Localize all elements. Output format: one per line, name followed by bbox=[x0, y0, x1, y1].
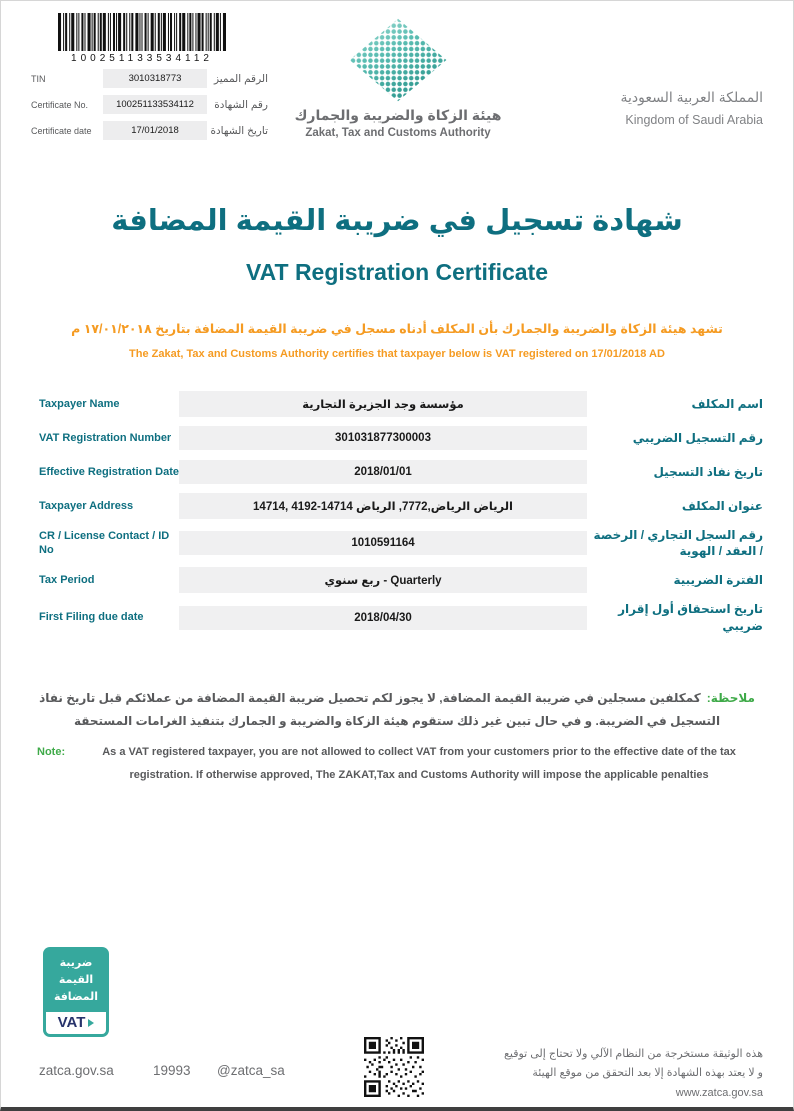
note-text-en: As a VAT registered taxpayer, you are not allowed to collect VAT from your customers prior to the effective date of the tax registration. If otherwise approved, The ZAKAT,Tax and Customs Authority will impose the applicable penalties bbox=[102, 746, 736, 782]
certificate-data-table bbox=[31, 391, 763, 642]
row-label-en: CR / License Contact / ID No bbox=[39, 529, 170, 557]
row-label-ar: الفترة الضريبية bbox=[673, 573, 763, 588]
row-value: 2018/01/01 bbox=[179, 460, 587, 484]
certificate-title-en: VAT Registration Certificate bbox=[245, 259, 549, 285]
row-value: مؤسسة وجد الجزيرة التجارية bbox=[179, 391, 587, 417]
footer-phone: 19993 bbox=[153, 1063, 191, 1078]
certification-statement-en: The Zakat, Tax and Customs Authority certifies that taxpayer below is VAT registered on 17/01/2018 AD bbox=[129, 348, 665, 360]
certificate-no-label-ar: رقم الشهادة bbox=[214, 98, 268, 111]
vat-logo bbox=[43, 947, 109, 1037]
certification-statement-ar: تشهد هيئة الزكاة والضريبة والجمارك بأن المكلف أدناه مسجل في ضريبة القيمة المضافة بتاريخ ١٧/٠١/٢٠١٨ م bbox=[71, 322, 723, 336]
row-label-en: Taxpayer Name bbox=[39, 397, 120, 410]
authority-name-en: Zakat, Tax and Customs Authority bbox=[305, 127, 491, 139]
disclaimer-line1: هذه الوثيقة مستخرجة من النظام الآلي ولا تحتاج إلى توقيع bbox=[504, 1048, 763, 1060]
certificate-no-label-en: Certificate No. bbox=[31, 99, 89, 110]
zatca-logo-icon bbox=[342, 17, 454, 103]
table-row-effective-date bbox=[31, 459, 763, 485]
row-label-en: First Filing due date bbox=[39, 611, 144, 624]
note-text-ar: كمكلفين مسجلين في ضريبة القيمة المضافة, لا يجوز لكم تحصيل ضريبة القيمة المضافة من عملائكم قبل تاريخ نفاذ التسجيل في الضريبة. و في حال تبين غير ذلك ستقوم هيئة الزكاة والضريبة و الجمارك بتنفيذ الغرامات المستحقة bbox=[39, 691, 721, 729]
kingdom-header bbox=[533, 89, 763, 127]
header-fields bbox=[31, 69, 268, 147]
qr-code bbox=[364, 1037, 424, 1097]
table-row-tax-period bbox=[31, 567, 763, 593]
row-label-en: Effective Registration Date bbox=[39, 465, 179, 478]
row-label-ar: عنوان المكلف bbox=[681, 498, 763, 513]
zatca-diamond-icon bbox=[342, 17, 454, 103]
note-label-ar: ملاحظة: bbox=[706, 691, 755, 705]
certificate-no-value: 100251133534112 bbox=[103, 95, 207, 114]
row-label-ar: رقم السجل التجاري / الرخصة / العقد / الهوية bbox=[593, 528, 763, 559]
footer-disclaimer bbox=[463, 1045, 763, 1103]
kingdom-name-ar: المملكة العربية السعودية bbox=[620, 89, 763, 105]
tin-label-en: TIN bbox=[31, 73, 46, 84]
row-label-ar: رقم التسجيل الضريبي bbox=[632, 430, 763, 445]
vat-logo-ar-line2: القيمة bbox=[58, 974, 94, 987]
row-label-ar: اسم المكلف bbox=[691, 396, 763, 411]
vat-logo-latin bbox=[43, 1012, 109, 1037]
tin-label-ar: الرقم المميز bbox=[213, 72, 268, 85]
qr-code-icon bbox=[364, 1037, 424, 1097]
authority-name-ar: هيئة الزكاة والضريبة والجمارك bbox=[294, 107, 502, 123]
note-arabic bbox=[37, 687, 757, 734]
note-label-en: Note: bbox=[37, 746, 66, 758]
vat-logo-arabic bbox=[43, 947, 109, 1012]
field-tin bbox=[31, 69, 268, 88]
certificate-title-ar: شهادة تسجيل في ضريبة القيمة المضافة bbox=[111, 205, 683, 237]
row-value: 2018/04/30 bbox=[179, 606, 587, 630]
row-value: 301031877300003 bbox=[179, 426, 587, 450]
certificate-date-label-en: Certificate date bbox=[31, 125, 92, 136]
table-row-taxpayer-name bbox=[31, 391, 763, 417]
table-row-vat-number bbox=[31, 425, 763, 451]
footer-website: zatca.gov.sa bbox=[39, 1063, 114, 1078]
row-label-ar: تاريخ نفاذ التسجيل bbox=[653, 464, 763, 479]
kingdom-name-en: Kingdom of Saudi Arabia bbox=[625, 113, 763, 127]
authority-header bbox=[278, 17, 518, 139]
certificate-date-value: 17/01/2018 bbox=[103, 121, 207, 140]
vat-logo-arrow-icon bbox=[88, 1019, 94, 1027]
row-label-en: VAT Registration Number bbox=[39, 431, 172, 444]
row-label-ar: تاريخ استحقاق أول إقرار ضريبي bbox=[618, 602, 763, 633]
vat-logo-ar-line3: المضافة bbox=[53, 991, 99, 1004]
field-certificate-date bbox=[31, 121, 268, 140]
certificate-date-label-ar: تاريخ الشهادة bbox=[210, 124, 268, 137]
footer-social-handle: @zatca_sa bbox=[217, 1063, 285, 1078]
table-row-cr-license bbox=[31, 527, 763, 559]
barcode-number: 100251133534112 bbox=[71, 53, 213, 64]
row-value: 1010591164 bbox=[179, 531, 587, 555]
barcode bbox=[58, 13, 226, 51]
disclaimer-line2: و لا يعتد بهذه الشهادة إلا بعد التحقق من موقع الهيئة bbox=[532, 1067, 763, 1080]
table-row-address bbox=[31, 493, 763, 519]
vat-logo-ar-line1: ضريبة bbox=[59, 957, 93, 969]
disclaimer-url: www.zatca.gov.sa bbox=[675, 1086, 763, 1099]
note-english bbox=[37, 741, 757, 787]
tin-value: 3010318773 bbox=[103, 69, 207, 88]
barcode-bars-icon bbox=[58, 13, 226, 51]
vat-logo-text: VAT bbox=[57, 1014, 86, 1032]
field-certificate-no bbox=[31, 95, 268, 114]
table-row-first-filing bbox=[31, 601, 763, 633]
row-label-en: Tax Period bbox=[39, 574, 95, 587]
row-value: ربع سنوي - Quarterly bbox=[179, 567, 587, 593]
row-label-en: Taxpayer Address bbox=[39, 499, 134, 512]
row-value: الرياض الرياض,7772, الرياض 14714-4192 ,14714 bbox=[179, 493, 587, 519]
